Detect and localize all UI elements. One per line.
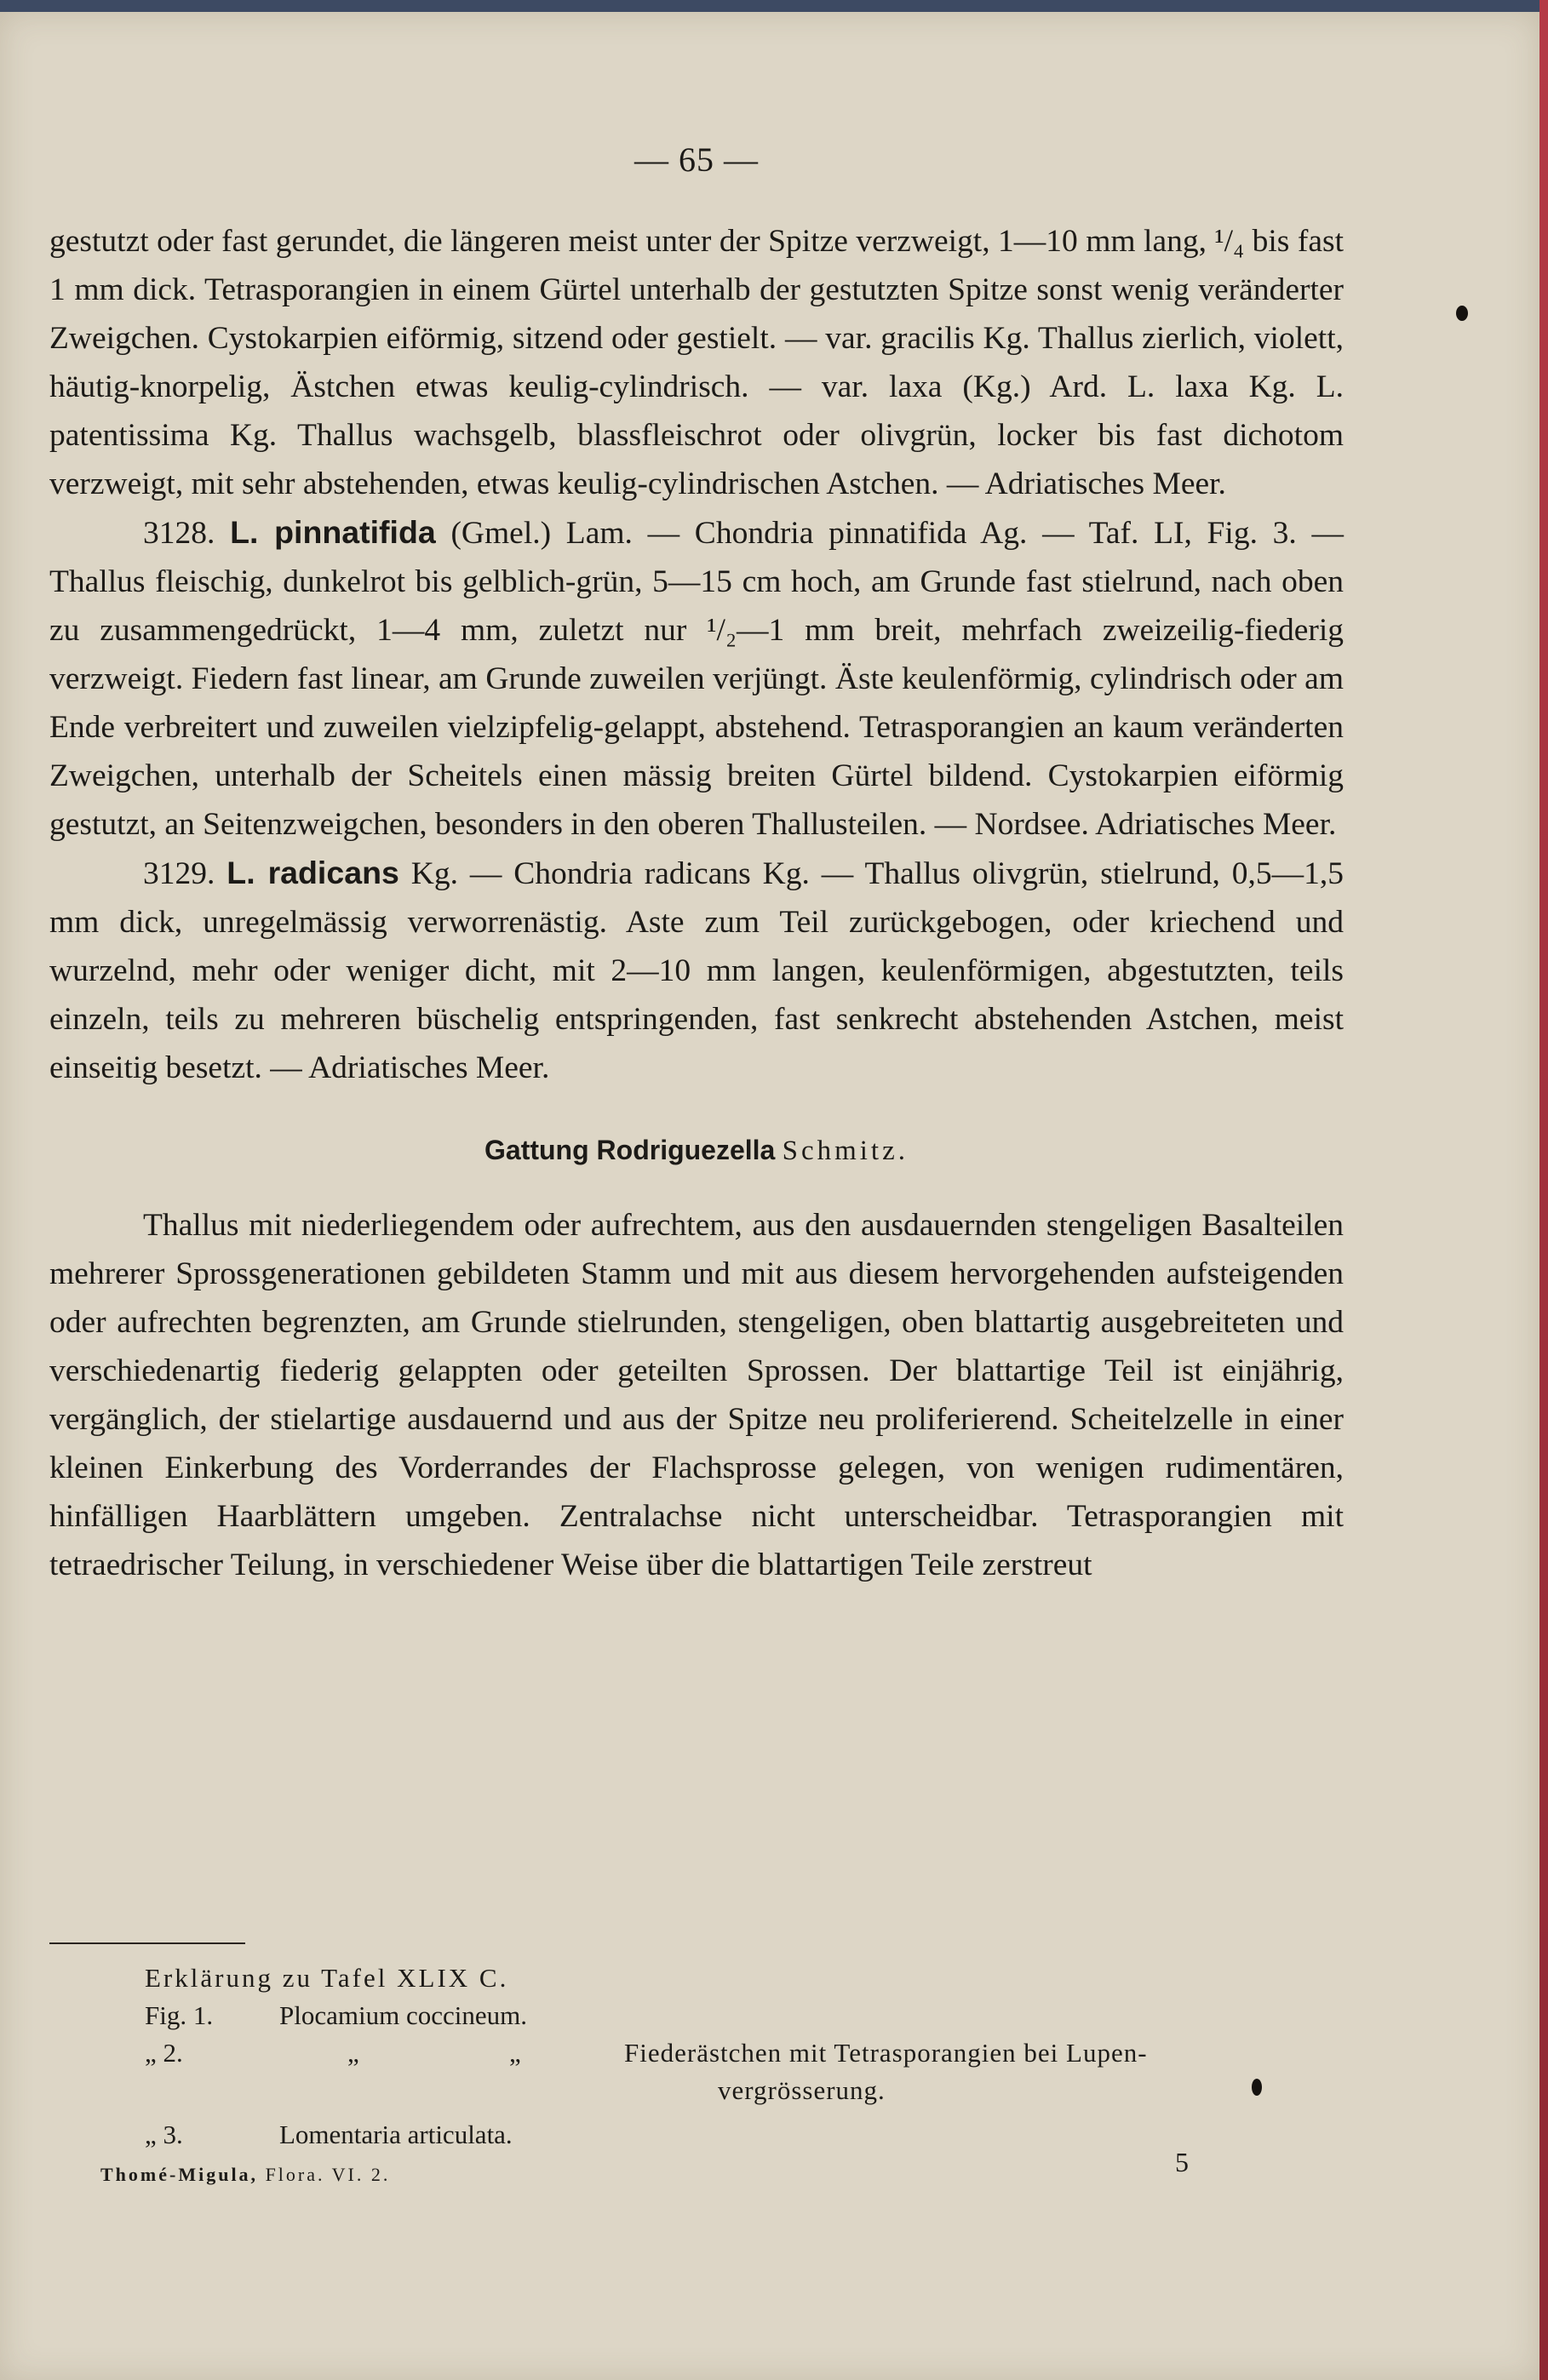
figure-name: Plocamium coccineum. xyxy=(279,2000,527,2030)
page-number-header: — 65 — xyxy=(634,140,759,179)
genus-body xyxy=(49,1201,1344,1589)
species-text: Kg. — Chondria radicans Kg. — Thallus olivgrün, stielrund, 0,5—1,5 mm dick, unregelmässig verworrenästig. Aste zum Teil zurückgebogen, oder kriechend und wurzelnd, mehr oder weniger dicht, mit 2—10 mm langen, keulenförmigen, abgestutzten, teils einzeln, teils zu mehreren büschelig entspringenden, fast senkrecht abstehenden Astchen, meist einseitig besetzt. — Adriatisches Meer. xyxy=(49,856,1344,1085)
figure-number: „ 3. xyxy=(145,2120,183,2149)
figure-number: Fig. 1. xyxy=(145,2000,214,2030)
book-edge-top xyxy=(0,0,1548,12)
species-number: 3128. xyxy=(143,516,215,551)
body-text xyxy=(49,217,1344,1092)
figure-2-continued xyxy=(49,2072,1344,2109)
genus-description: Thallus mit niederliegendem oder aufrechtem, aus den ausdauernden stengeligen Basalteilen mehrerer Sprossgenerationen gebildeten Stamm und mit aus diesem hervorgehenden aufsteigenden oder aufrechten begrenzten, am Grunde stielrunden, stengeligen, oben blattartig ausgebreiteten und verschiedenartig fiederig gelappten oder geteilten Sprossen. Der blattartige Teil ist einjährig, vergänglich, der stielartige ausdauernd und aus der Spitze neu proliferierend. Scheitelzelle in einer kleinen Einkerbung des Vorderrandes der Flachsprosse gelegen, von wenigen rudimentären, hinfälligen Haarblättern umgeben. Zentralachse nicht unterscheidbar. Tetrasporangien mit tetraedrischer Teilung, in verschiedener Weise über die blattartigen Teile zerstreut xyxy=(49,1208,1344,1582)
plate-explanation xyxy=(49,1942,1344,2154)
printer-signature xyxy=(100,2164,390,2186)
genus-heading xyxy=(49,1135,1344,1167)
book-page xyxy=(0,12,1539,2380)
ditto-mark: „ xyxy=(509,2038,521,2068)
signature-author: Thomé-Migula, xyxy=(100,2164,259,2185)
page-content xyxy=(49,140,1344,1589)
species-text: (Gmel.) Lam. — Chondria pinnatifida Ag. — Taf. LI, Fig. 3. — Thallus fleischig, dunkelrot bis gelblich-grün, 5—15 cm hoch, am Grunde fast stielrund, nach oben zu zusammengedrückt, 1—4 mm, zuletzt nur ¹/₂—1 mm breit, mehrfach zweizeilig-fiederig verzweigt. Fiedern fast linear, am Grunde zuweilen verjüngt. Äste keulenförmig, cylindrisch oder am Ende verbreitert und zuweilen vielzipfelig-gelappt, abstehend. Tetrasporangien an kaum veränderten Zweigchen, unterhalb der Scheitels einen mässig breiten Gürtel bildend. Cystokarpien eiförmig gestutzt, an Seitenzweigchen, besonders in den oberen Thallusteilen. — Nordsee. Adriatisches Meer. xyxy=(49,516,1344,842)
species-3128 xyxy=(49,508,1344,849)
figure-number: „ 2. xyxy=(145,2038,183,2068)
genus-label: Gattung Rodriguezella xyxy=(484,1135,776,1165)
figure-name: Lomentaria articulata. xyxy=(279,2120,513,2149)
species-name: L. radicans xyxy=(226,855,399,890)
signature-rest: Flora. VI. 2. xyxy=(265,2164,391,2185)
ink-speck xyxy=(1252,2079,1262,2096)
book-edge-right xyxy=(1539,0,1548,2380)
figure-1 xyxy=(49,1997,1344,2034)
figure-description: Fiederästchen mit Tetrasporangien bei Lupen- xyxy=(624,2038,1148,2068)
genus-author: Schmitz. xyxy=(782,1136,909,1166)
paragraph-continuation: gestutzt oder fast gerundet, die längeren meist unter der Spitze verzweigt, 1—10 mm lang, ¹/₄ bis fast 1 mm dick. Tetrasporangien in einem Gürtel unterhalb der gestutzten Spitze sonst wenig veränderter Zweigchen. Cystokarpien eiförmig, sitzend oder gestielt. — var. gracilis Kg. Thallus zierlich, violett, häutig-knorpelig, Ästchen etwas keulig-cylindrisch. — var. laxa (Kg.) Ard. L. laxa Kg. L. patentissima Kg. Thallus wachsgelb, blassfleischrot oder olivgrün, locker bis fast dichotom verzweigt, mit sehr abstehenden, etwas keulig-cylindrischen Astchen. — Adriatisches Meer. xyxy=(49,224,1344,501)
species-number: 3129. xyxy=(143,856,215,891)
sheet-number: 5 xyxy=(1175,2147,1189,2177)
ditto-mark: „ xyxy=(347,2038,359,2068)
figure-2 xyxy=(49,2034,1344,2072)
species-3129 xyxy=(49,849,1344,1092)
species-name: L. pinnatifida xyxy=(230,514,436,550)
figure-description-continued: vergrösserung. xyxy=(718,2075,886,2105)
footnote-divider xyxy=(49,1942,245,1944)
plate-heading: Erklärung zu Tafel XLIX C. xyxy=(145,1963,509,1993)
ink-speck xyxy=(1456,306,1468,321)
figure-3 xyxy=(49,2116,1344,2154)
